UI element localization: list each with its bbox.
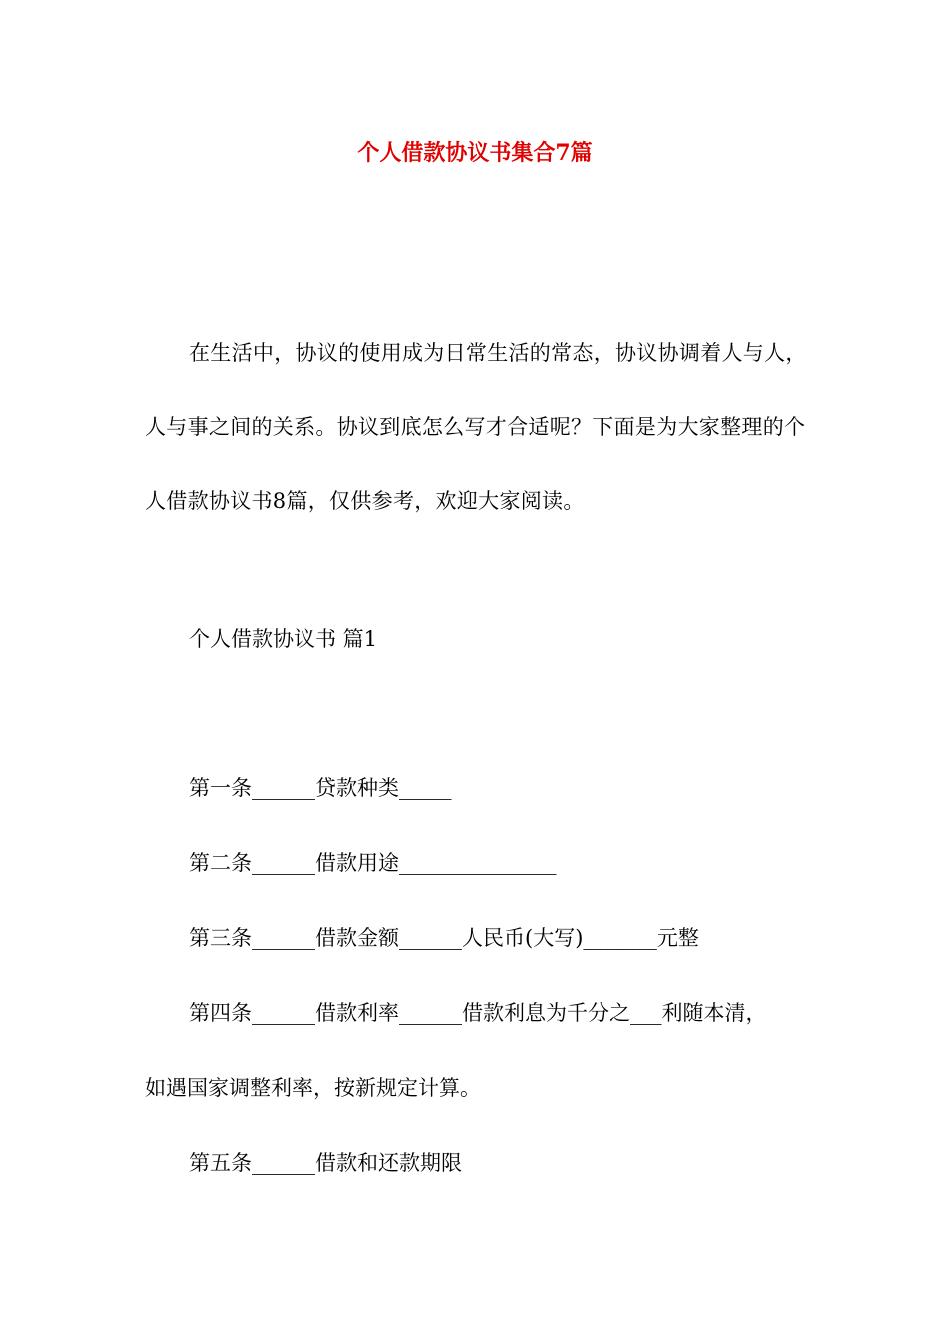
intro-paragraph: 在生活中，协议的使用成为日常生活的常态，协议协调着人与人，人与事之间的关系。协议到底怎么写才合适呢？下面是为大家整理的个人借款协议书8篇，仅供参考，欢迎大家阅读。 xyxy=(145,341,807,513)
section-heading: 个人借款协议书 篇1 xyxy=(189,627,378,651)
clause-1: 第一条______贷款种类_____ xyxy=(189,776,452,800)
clause-4-continuation: 如遇国家调整利率，按新规定计算。 xyxy=(145,1076,481,1100)
clause-2: 第二条______借款用途_______________ xyxy=(189,851,557,875)
document-title: 个人借款协议书集合7篇 xyxy=(357,140,593,166)
clause-3: 第三条______借款金额______人民币(大写)_______元整 xyxy=(189,926,699,950)
clause-5: 第五条______借款和还款期限 xyxy=(189,1151,462,1175)
clause-4: 第四条______借款利率______借款利息为千分之___利随本清， xyxy=(189,1001,767,1025)
